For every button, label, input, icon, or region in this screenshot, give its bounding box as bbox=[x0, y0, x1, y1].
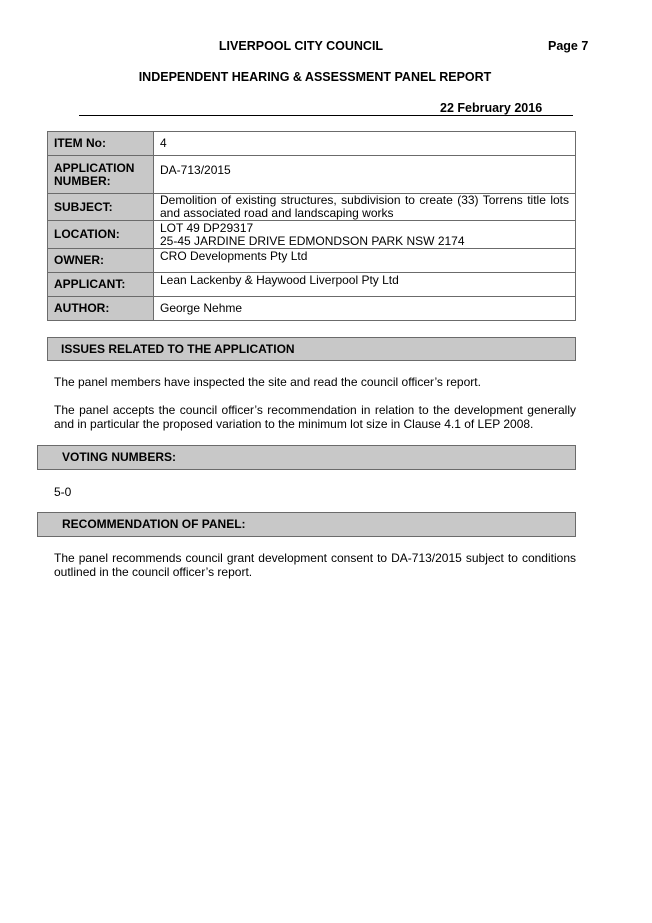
table-row bbox=[48, 273, 576, 297]
council-name: LIVERPOOL CITY COUNCIL bbox=[218, 39, 384, 53]
location-label: LOCATION: bbox=[48, 221, 154, 249]
location-value bbox=[154, 221, 576, 249]
table-row bbox=[48, 221, 576, 249]
application-number-label: APPLICATION NUMBER: bbox=[48, 156, 154, 194]
subject-label: SUBJECT: bbox=[48, 194, 154, 221]
location-address: 25-45 JARDINE DRIVE EDMONDSON PARK NSW 2174 bbox=[160, 234, 465, 248]
item-no-label: ITEM No: bbox=[48, 132, 154, 156]
issues-heading: ISSUES RELATED TO THE APPLICATION bbox=[47, 337, 576, 361]
applicant-value: Lean Lackenby & Haywood Liverpool Pty Ltd bbox=[154, 273, 576, 297]
header-rule bbox=[79, 115, 573, 116]
owner-value: CRO Developments Pty Ltd bbox=[154, 249, 576, 273]
page-number: Page 7 bbox=[548, 39, 589, 53]
table-row bbox=[48, 297, 576, 321]
application-details-table bbox=[47, 131, 576, 321]
report-date: 22 February 2016 bbox=[440, 101, 543, 115]
issues-paragraph-1: The panel members have inspected the site and read the council officer’s report. bbox=[54, 375, 481, 389]
author-value: George Nehme bbox=[154, 297, 576, 321]
table-row bbox=[48, 194, 576, 221]
owner-label: OWNER: bbox=[48, 249, 154, 273]
recommendation-text: The panel recommends council grant development consent to DA-713/2015 subject to conditions outlined in the council officer’s report. bbox=[54, 551, 576, 579]
table-row bbox=[48, 132, 576, 156]
issues-paragraph-2: The panel accepts the council officer’s recommendation in relation to the development generally and in particular the proposed variation to the minimum lot size in Clause 4.1 of LEP 2008. bbox=[54, 403, 576, 431]
table-row bbox=[48, 156, 576, 194]
voting-heading: VOTING NUMBERS: bbox=[37, 445, 576, 470]
applicant-label: APPLICANT: bbox=[48, 273, 154, 297]
subject-value: Demolition of existing structures, subdivision to create (33) Torrens title lots and associated road and landscaping works bbox=[154, 194, 576, 221]
recommendation-heading: RECOMMENDATION OF PANEL: bbox=[37, 512, 576, 537]
report-title: INDEPENDENT HEARING & ASSESSMENT PANEL REPORT bbox=[138, 70, 492, 84]
author-label: AUTHOR: bbox=[48, 297, 154, 321]
item-no-value: 4 bbox=[154, 132, 576, 156]
location-lot: LOT 49 DP29317 bbox=[160, 221, 254, 235]
table-row bbox=[48, 249, 576, 273]
application-number-value: DA-713/2015 bbox=[154, 156, 576, 194]
voting-result: 5-0 bbox=[54, 485, 72, 499]
